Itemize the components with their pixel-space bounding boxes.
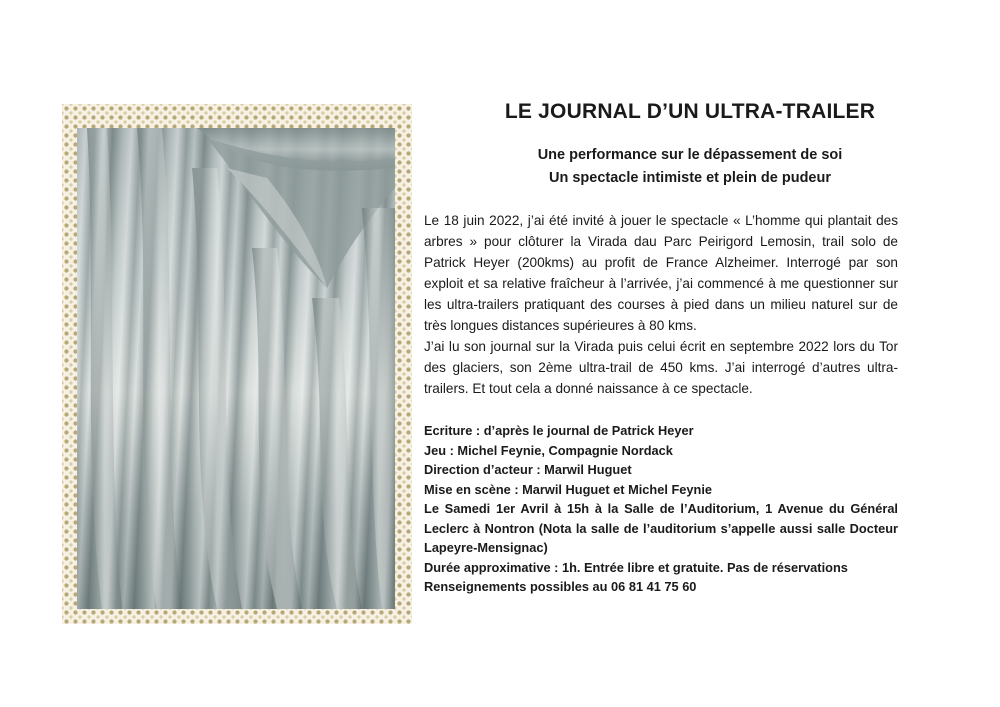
curtain-image-frame — [62, 104, 412, 624]
description-text — [424, 210, 898, 399]
event-date-venue: Le Samedi 1er Avril à 15h à la Salle de l’Auditorium, 1 Avenue du Général Leclerc à Nontron (Nota la salle de l’auditorium s’appelle aussi salle Docteur Lapeyre-Mensignac) — [424, 501, 898, 555]
credit-writing: Ecriture : d’après le journal de Patrick Heyer — [424, 423, 694, 438]
draped-curtain-icon — [77, 128, 395, 609]
event-duration: Durée approximative : 1h. Entrée libre et gratuite. Pas de réservations — [424, 559, 848, 575]
credit-performance: Jeu : Michel Feynie, Compagnie Nordack — [424, 442, 673, 458]
credits-list — [424, 421, 898, 597]
description-paragraph-1: Le 18 juin 2022, j’ai été invité à jouer le spectacle « L’homme qui plantait des arbres » pour clôturer la Virada dau Parc Peirigord Lemosin, trail solo de Patrick Heyer (200kms) au profit de France Alzheimer. Interrogé par son exploit et sa relative fraîcheur à l’arrivée, j’ai commencé à me questionner sur les ultra-trailers pratiquant des courses à pied dans un milieu naturel sur de très longues distances supérieures à 80 kms. — [424, 213, 898, 333]
curtain-picture — [77, 128, 395, 609]
event-contact: Renseignements possibles au 06 81 41 75 60 — [424, 579, 697, 594]
page-title: LE JOURNAL D’UN ULTRA-TRAILER — [504, 100, 876, 123]
credit-direction: Direction d’acteur : Marwil Huguet — [424, 462, 632, 477]
subtitle-line-1: Une performance sur le dépassement de soi — [537, 147, 843, 163]
subtitle-line-2: Un spectacle intimiste et plein de pudeur — [548, 170, 831, 186]
description-paragraph-2: J’ai lu son journal sur la Virada puis celui écrit en septembre 2022 lors du Tor des glaciers, son 2ème ultra-trail de 450 kms. J’ai interrogé d’autres ultra-trailers. Et tout cela a donné naissance à ce spectacle. — [424, 339, 898, 396]
credit-staging: Mise en scène : Marwil Huguet et Michel Feynie — [424, 481, 713, 497]
